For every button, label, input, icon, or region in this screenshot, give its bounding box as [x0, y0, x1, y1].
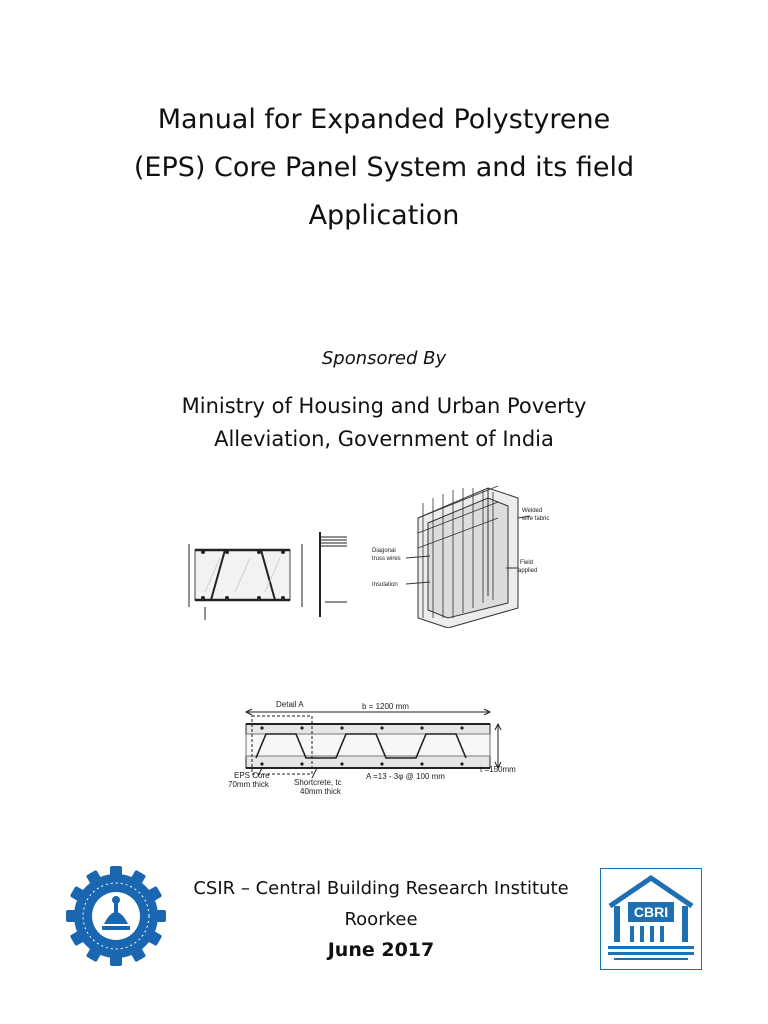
label-width: b = 1200 mm — [362, 702, 409, 711]
title-line-3: Application — [308, 200, 460, 231]
publication-date: June 2017 — [327, 939, 435, 961]
panel-3d-figure — [368, 478, 568, 628]
label-detail-a: Detail A — [276, 700, 304, 709]
label-truss-wires: truss wires — [372, 556, 401, 562]
label-thickness: t =150mm — [480, 765, 516, 774]
institute-name: CSIR – Central Building Research Institute — [193, 878, 569, 899]
publisher-block — [150, 873, 612, 966]
label-field: Field — [520, 560, 534, 566]
sponsored-by-label: Sponsored By — [321, 348, 447, 369]
cbri-logo-text: CBRI — [633, 904, 669, 920]
label-insulation: Insulation — [372, 582, 398, 588]
document-title — [0, 96, 768, 240]
label-shotcrete: Shortcrete, tc — [294, 778, 342, 787]
label-reinforcement: A =13 - 3φ @ 100 mm — [366, 772, 445, 781]
sponsor-name — [0, 390, 768, 456]
label-diagonal: Diagonal — [372, 548, 396, 554]
cbri-logo — [600, 868, 702, 970]
sponsor-line-1: Ministry of Housing and Urban Poverty — [181, 394, 587, 418]
label-welded: Welded — [522, 508, 543, 514]
sponsor-line-2: Alleviation, Government of India — [214, 427, 554, 451]
label-applied: applied — [518, 568, 538, 574]
institute-city: Roorkee — [344, 909, 418, 930]
panel-dimension-figure — [222, 696, 532, 800]
label-eps-thickness: 70mm thick — [228, 780, 269, 789]
title-line-1: Manual for Expanded Polystyrene — [157, 104, 611, 135]
label-shotcrete-thickness: 40mm thick — [300, 787, 341, 796]
title-line-2: (EPS) Core Panel System and its field — [133, 152, 635, 183]
label-eps-core: EPS Core — [234, 771, 270, 780]
panel-section-figure — [175, 522, 355, 627]
label-wire-fabric: wire fabric — [522, 516, 550, 522]
